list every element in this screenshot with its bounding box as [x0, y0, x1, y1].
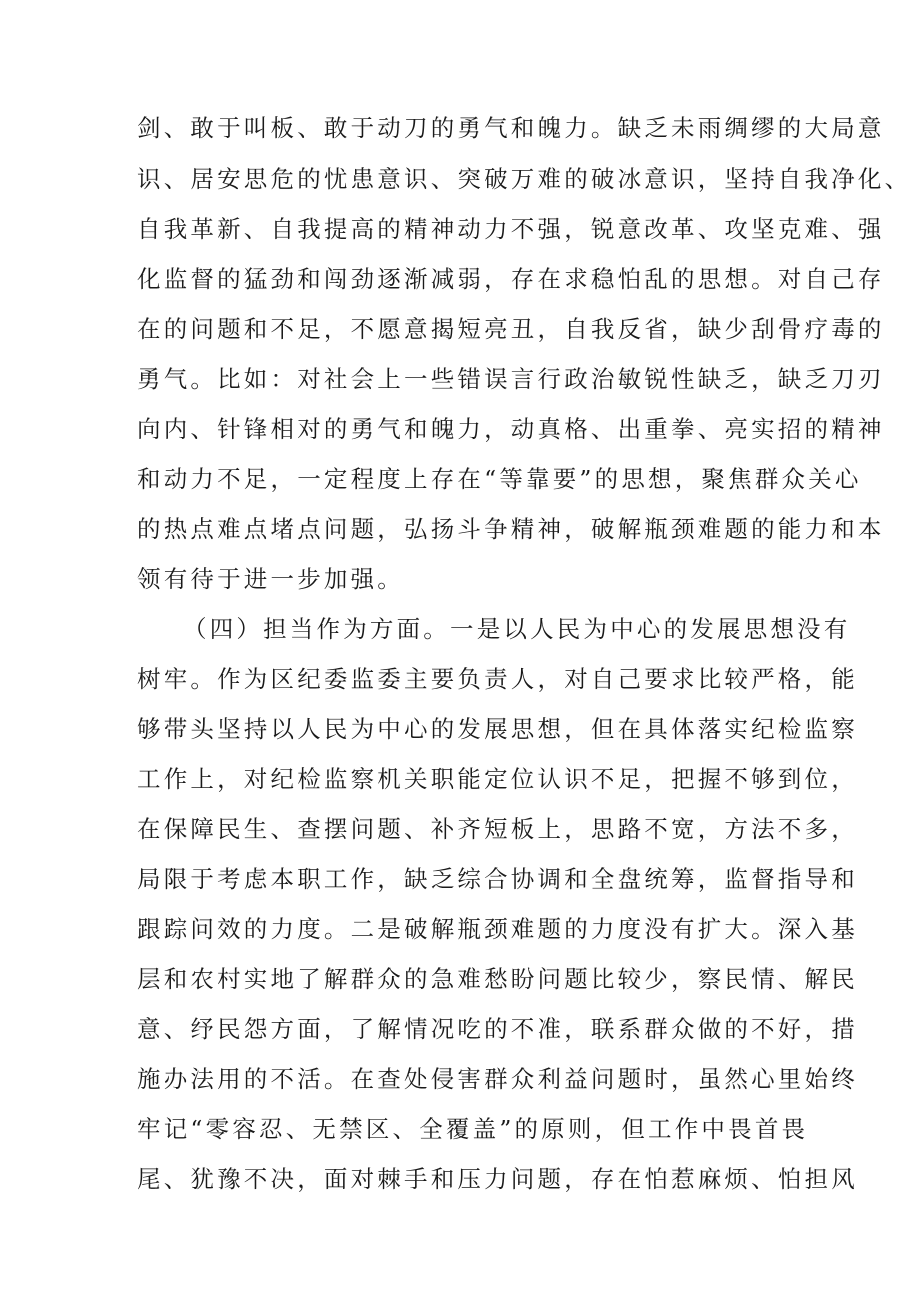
text-line: 尾、犹豫不决，面对棘手和压力问题，存在怕惹麻烦、怕担风: [137, 1165, 858, 1193]
text-line: 意、纾民怨方面，了解情况吃的不准，联系群众做的不好，措: [137, 1015, 858, 1043]
text-line: 的热点难点堵点问题，弘扬斗争精神，破解瓶颈难题的能力和本: [137, 515, 885, 543]
text-line: 识、居安思危的忧患意识、突破万难的破冰意识，坚持自我净化、: [137, 165, 912, 193]
paragraph-first-line: （四）担当作为方面。一是以人民为中心的发展思想没有: [183, 615, 851, 643]
text-line: 自我革新、自我提高的精神动力不强，锐意改革、攻坚克难、强: [137, 215, 885, 243]
text-line: 剑、敢于叫板、敢于动刀的勇气和魄力。缺乏未雨绸缪的大局意: [137, 114, 885, 142]
text-line: 在的问题和不足，不愿意揭短亮丑，自我反省，缺少刮骨疗毒的: [137, 315, 885, 343]
text-line: 牢记“零容忍、无禁区、全覆盖”的原则，但工作中畏首畏: [137, 1115, 809, 1143]
text-line: 局限于考虑本职工作，缺乏综合协调和全盘统筹，监督指导和: [137, 865, 858, 893]
text-line: 层和农村实地了解群众的急难愁盼问题比较少，察民情、解民: [137, 965, 858, 993]
text-line: 在保障民生、查摆问题、补齐短板上，思路不宽，方法不多，: [137, 815, 858, 843]
text-line: 树牢。作为区纪委监委主要负责人，对自己要求比较严格，能: [137, 665, 858, 693]
text-line: 领有待于进一步加强。: [137, 565, 404, 593]
text-line: 施办法用的不活。在查处侵害群众利益问题时，虽然心里始终: [137, 1065, 858, 1093]
text-line: 和动力不足，一定程度上存在“等靠要”的思想，聚焦群众关心: [137, 465, 862, 493]
text-line: 勇气。比如：对社会上一些错误言行政治敏锐性缺乏，缺乏刀刃: [137, 365, 885, 393]
text-line: 够带头坚持以人民为中心的发展思想，但在具体落实纪检监察: [137, 715, 858, 743]
text-line: 跟踪问效的力度。二是破解瓶颈难题的力度没有扩大。深入基: [137, 915, 858, 943]
text-line: 工作上，对纪检监察机关职能定位认识不足，把握不够到位，: [137, 765, 858, 793]
text-line: 化监督的猛劲和闯劲逐渐减弱，存在求稳怕乱的思想。对自己存: [137, 265, 885, 293]
text-line: 向内、针锋相对的勇气和魄力，动真格、出重拳、亮实招的精神: [137, 415, 885, 443]
